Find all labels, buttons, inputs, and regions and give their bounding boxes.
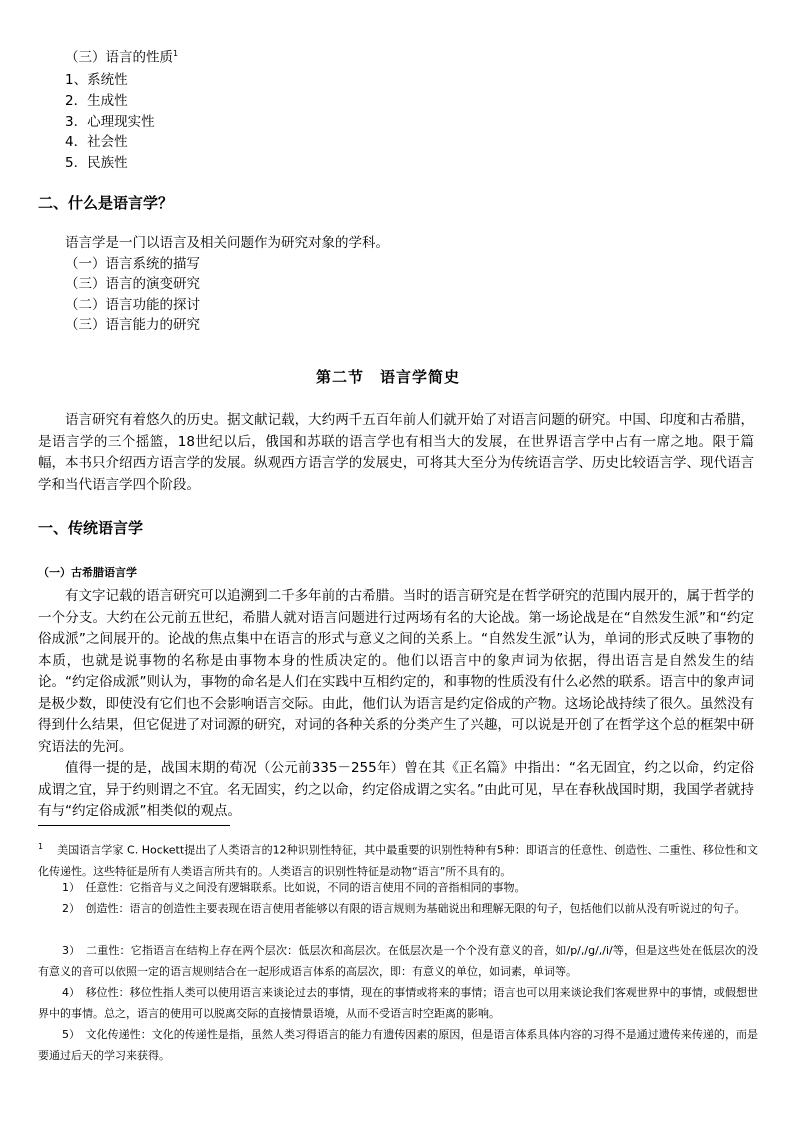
section-heading-linguistics: 二、什么是语言学？ xyxy=(38,194,174,212)
greek-paragraph-2: 值得一提的是，战国末期的荀况（公元前335－255年）曾在其《正名篇》中指出：“名无固宜，约之以命，约定俗成谓之宜，异于约则谓之不宜。名无固实，约之以命，约定俗成谓之实名。”由此可见，早在春秋战国时期，我国学者就持有与“约定俗成派”相类似的观点。 xyxy=(38,760,754,819)
nature-item-1: 1、系统性 xyxy=(65,72,128,88)
linguistics-item-4: （三）语言能力的研究 xyxy=(65,317,200,333)
linguistics-definition: 语言学是一门以语言及相关问题作为研究对象的学科。 xyxy=(65,235,389,251)
footnote-item-1: 1） 任意性：它指音与义之间没有逻辑联系。比如说，不同的语言使用不同的音指相同的事物。 xyxy=(62,881,526,894)
nature-heading-text: （三）语言的性质 xyxy=(65,49,173,66)
footnote-item-3: 3） 二重性：它指语言在结构上存在两个层次：低层次和高层次。在低层次是一个个没有意义的音，如/p/,/g/,/i/等，但是这些处在低层次的没有意义的音可以依照一定的语言规则结合在一起形成语言体系的高层次，即：有意义的单位，如词素，单词等。 xyxy=(38,944,758,978)
sub-heading-greek: （一）古希腊语言学 xyxy=(38,566,137,579)
linguistics-item-2: （三）语言的演变研究 xyxy=(65,276,200,292)
footnote-item-4: 4） 移位性：移位性指人类可以使用语言来谈论过去的事情，现在的事情或将来的事情；语言也可以用来谈论我们客观世界中的事情，或假想世界中的事情。总之，语言的使用可以脱离交际的直接情景语境，从而不受语言时空距离的影响。 xyxy=(38,986,758,1020)
section-heading-traditional: 一、传统语言学 xyxy=(38,519,144,537)
nature-item-3: 3．心理现实性 xyxy=(65,114,155,130)
nature-item-2: 2．生成性 xyxy=(65,93,128,109)
footnote-intro xyxy=(38,836,758,882)
greek-paragraph-1: 有文字记载的语言研究可以追溯到二千多年前的古希腊。当时的语言研究是在哲学研究的范围内展开的，属于哲学的一个分支。大约在公元前五世纪，希腊人就对语言问题进行过两场有名的大论战。第一场论战是在“自然发生派”和“约定俗成派”之间展开的。论战的焦点集中在语言的形式与意义之间的关系上。“自然发生派”认为，单词的形式反映了事物的本质，也就是说事物的名称是由事物本身的性质决定的。他们以语言中的象声词为依据，得出语言是自然发生的结论。“约定俗成派”则认为，事物的命名是人们在实践中互相约定的，和事物的性质没有什么必然的联系。语言中的象声词是极少数，即使没有它们也不会影响语言交际。由此，他们认为语言是约定俗成的产物。这场论战持续了很久。虽然没有得到什么结果，但它促进了对词源的研究，对词的各种关系的分类产生了兴趣，可以说是开创了在哲学这个总的框架中研究语法的先河。 xyxy=(38,588,754,755)
history-intro-paragraph: 语言研究有着悠久的历史。据文献记载，大约两千五百年前人们就开始了对语言问题的研究。中国、印度和古希腊，是语言学的三个摇篮，18世纪以后，俄国和苏联的语言学也有相当大的发展，在世界语言学中占有一席之地。限于篇幅，本书只介绍西方语言学的发展。纵观西方语言学的发展史，可将其大至分为传统语言学、历史比较语言学、现代语言学和当代语言学四个阶段。 xyxy=(38,412,754,493)
nature-heading xyxy=(65,44,178,68)
footnote-separator xyxy=(38,825,230,826)
footnote-text: 美国语言学家 C. Hockett提出了人类语言的12种识别性特征，其中最重要的识别性特种有5种：即语言的任意性、创造性、二重性、移位性和文化传递性。这些特征是所有人类语言所共有的。人类语言的识别性特征是动物“语言”所不具有的。 xyxy=(38,843,758,878)
linguistics-item-1: （一）语言系统的描写 xyxy=(65,256,200,272)
chapter-title: 第二节 语言学简史 xyxy=(316,368,461,386)
footnote-marker: 1 xyxy=(38,842,44,851)
linguistics-item-3: （二）语言功能的探讨 xyxy=(65,297,200,313)
footnote-item-5: 5） 文化传递性：文化的传递性是指，虽然人类习得语言的能力有遗传因素的原因，但是语言体系具体内容的习得不是通过遗传来传递的，而是要通过后天的学习来获得。 xyxy=(38,1028,758,1062)
footnote-ref[interactable]: 1 xyxy=(173,49,179,58)
footnote-item-2: 2） 创造性：语言的创造性主要表现在语言使用者能够以有限的语言规则为基础说出和理解无限的句子，包括他们以前从没有听说过的句子。 xyxy=(62,902,746,915)
nature-item-5: 5．民族性 xyxy=(65,155,128,171)
nature-item-4: 4．社会性 xyxy=(65,134,128,150)
